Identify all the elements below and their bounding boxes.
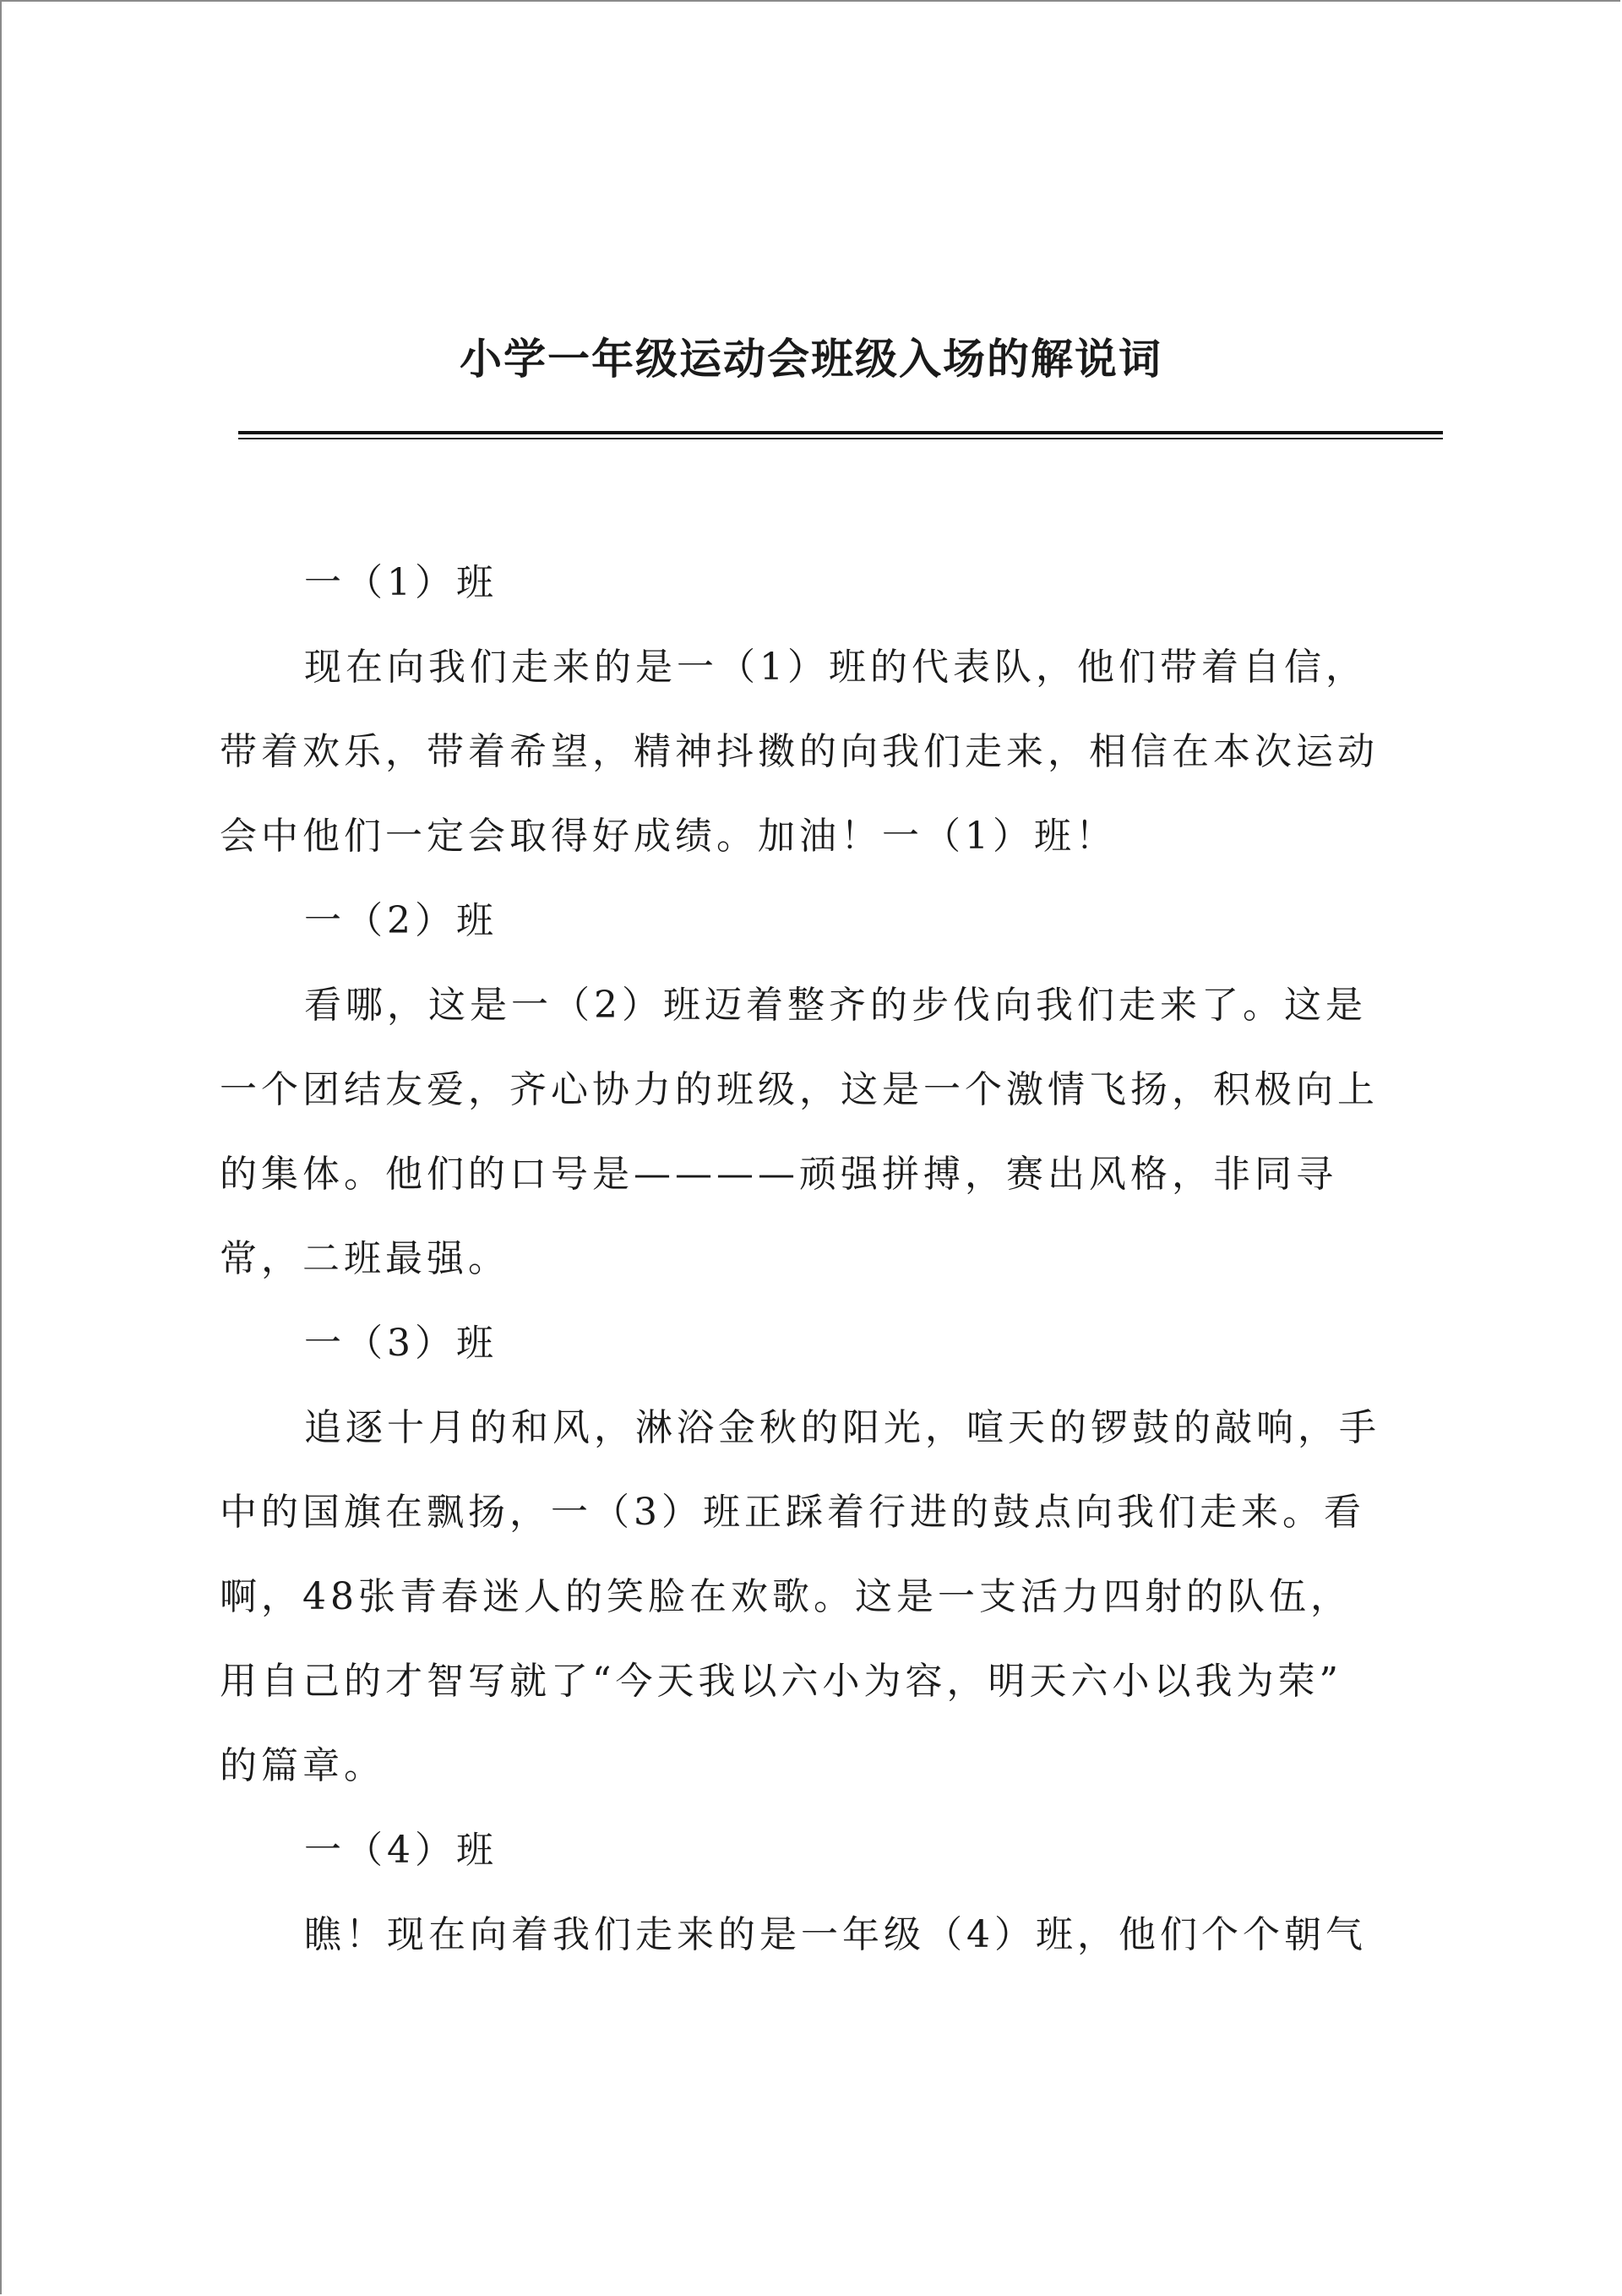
text-line: 一个团结友爱，齐心协力的班级，这是一个激情飞扬，积极向上 bbox=[220, 1068, 1379, 1111]
text-line: 瞧！现在向着我们走来的是一年级（4）班，他们个个朝气 bbox=[304, 1913, 1367, 1956]
text-line: 现在向我们走来的是一（1）班的代表队，他们带着自信， bbox=[304, 646, 1367, 689]
text-line: 啊，48张青春迷人的笑脸在欢歌。这是一支活力四射的队伍， bbox=[220, 1575, 1352, 1618]
text-line: 一（4）班 bbox=[304, 1829, 498, 1872]
text-line: 一（2）班 bbox=[304, 899, 498, 942]
text-line: 会中他们一定会取得好成绩。加油！一（1）班！ bbox=[220, 815, 1117, 858]
document-body bbox=[220, 541, 1436, 1977]
text-line: 追逐十月的和风，淋浴金秋的阳光，喧天的锣鼓的敲响，手 bbox=[304, 1406, 1380, 1449]
text-line: 中的国旗在飘扬，一（3）班正踩着行进的鼓点向我们走来。看 bbox=[220, 1491, 1365, 1534]
text-line: 常，二班最强。 bbox=[220, 1237, 509, 1280]
text-line: 一（3）班 bbox=[304, 1322, 498, 1365]
text-line: 带着欢乐，带着希望，精神抖擞的向我们走来，相信在本次运动 bbox=[220, 730, 1379, 773]
text-line: 的篇章。 bbox=[220, 1744, 385, 1787]
text-line: 的集体。他们的口号是————顽强拼搏，赛出风格，非同寻 bbox=[220, 1153, 1337, 1196]
title-rule-thick bbox=[238, 431, 1443, 434]
text-line: 看哪，这是一（2）班迈着整齐的步伐向我们走来了。这是 bbox=[304, 984, 1367, 1027]
document-title: 小学一年级运动会班级入场的解说词 bbox=[460, 334, 1162, 384]
text-line: 用自己的才智写就了“今天我以六小为容，明天六小以我为荣” bbox=[220, 1660, 1342, 1703]
text-line: 一（1）班 bbox=[304, 561, 498, 604]
title-rule-thin bbox=[238, 438, 1443, 439]
